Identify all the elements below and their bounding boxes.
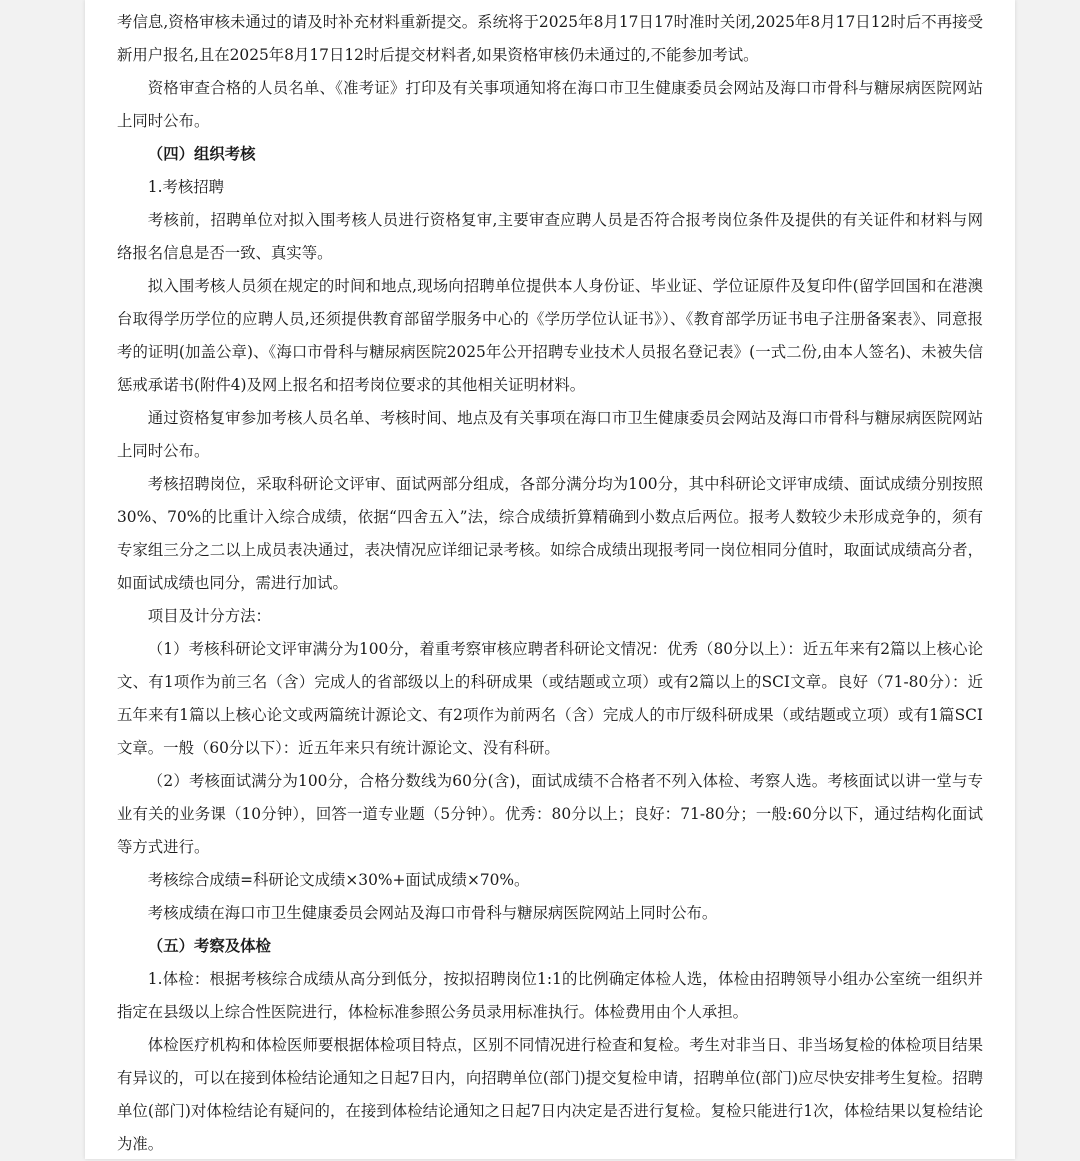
paragraph-recheck: 体检医疗机构和体检医师要根据体检项目特点，区别不同情况进行检查和复检。考生对非当日、非当场复检的体检项目结果有异议的，可以在接到体检结论通知之日起7日内，向招聘单位(部门)提交复检申请，招聘单位(部门)应尽快安排考生复检。招聘单位(部门)对体检结论有疑问的，在接到体检结论通知之日起7日内决定是否进行复检。复检只能进行1次，体检结果以复检结论为准。 xyxy=(117,1036,983,1153)
paragraph-physical-exam: 1.体检：根据考核综合成绩从高分到低分，按拟招聘岗位1:1的比例确定体检人选，体检由招聘领导小组办公室统一组织并指定在县级以上综合性医院进行，体检标准参照公务员录用标准执行。体检费用由个人承担。 xyxy=(117,970,983,1021)
paragraph-publish-list: 通过资格复审参加考核人员名单、考核时间、地点及有关事项在海口市卫生健康委员会网站及海口市骨科与糖尿病医院网站上同时公布。 xyxy=(117,409,983,460)
paragraph-continuation: 考信息,资格审核未通过的请及时补充材料重新提交。系统将于2025年8月17日17时准时关闭,2025年8月17日12时后不再接受新用户报名,且在2025年8月17日12时后提交材料者,如果资格审核仍未通过的,不能参加考试。 xyxy=(117,13,983,64)
paragraph-publish-score: 考核成绩在海口市卫生健康委员会网站及海口市骨科与糖尿病医院网站上同时公布。 xyxy=(147,904,718,922)
paragraph-required-documents: 拟入围考核人员须在规定的时间和地点,现场向招聘单位提供本人身份证、毕业证、学位证原件及复印件(留学回国和在港澳台取得学历学位的应聘人员,还须提供教育部留学服务中心的《学历学位认证书》）、《教育部学历证书电子注册备案表》、同意报考的证明(加盖公章)、《海口市骨科与糖尿病医院2025年公开招聘专业技术人员报名登记表》(一式二份,由本人签名)、未被失信惩戒承诺书(附件4)及网上报名和招考岗位要求的其他相关证明材料。 xyxy=(117,277,983,394)
paragraph-scoring-items: 项目及计分方法： xyxy=(147,607,271,625)
section-heading-4: （四）组织考核 xyxy=(147,145,256,163)
paragraph-score-formula: 考核综合成绩=科研论文成绩×30%+面试成绩×70%。 xyxy=(147,871,530,889)
document-content xyxy=(117,6,983,1161)
paragraph-qualified-list: 资格审查合格的人员名单、《准考证》打印及有关事项通知将在海口市卫生健康委员会网站及海口市骨科与糖尿病医院网站上同时公布。 xyxy=(117,79,983,130)
subheading-assessment-recruitment: 1.考核招聘 xyxy=(147,178,225,196)
paragraph-item-2-interview: （2）考核面试满分为100分，合格分数线为60分(含)，面试成绩不合格者不列入体检、考察人选。考核面试以讲一堂与专业有关的业务课（10分钟），回答一道专业题（5分钟）。优秀：80分以上；良好：71-80分；一般:60分以下，通过结构化面试等方式进行。 xyxy=(117,772,983,856)
paragraph-qualification-review: 考核前，招聘单位对拟入围考核人员进行资格复审,主要审查应聘人员是否符合报考岗位条件及提供的有关证件和材料与网络报名信息是否一致、真实等。 xyxy=(117,211,983,262)
document-page xyxy=(85,0,1015,1159)
paragraph-assessment-method: 考核招聘岗位，采取科研论文评审、面试两部分组成，各部分满分均为100分，其中科研论文评审成绩、面试成绩分别按照30%、70%的比重计入综合成绩，依据“四舍五入”法，综合成绩折算精确到小数点后两位。报考人数较少未形成竞争的，须有专家组三分之二以上成员表决通过，表决情况应详细记录考核。如综合成绩出现报考同一岗位相同分值时，取面试成绩高分者，如面试成绩也同分，需进行加试。 xyxy=(117,475,983,592)
section-heading-5: （五）考察及体检 xyxy=(147,937,271,955)
paragraph-item-1-paper-review: （1）考核科研论文评审满分为100分，着重考察审核应聘者科研论文情况：优秀（80分以上）：近五年来有2篇以上核心论文、有1项作为前三名（含）完成人的省部级以上的科研成果（或结题或立项）或有2篇以上的SCI文章。良好（71-80分）：近五年来有1篇以上核心论文或两篇统计源论文、有2项作为前两名（含）完成人的市厅级科研成果（或结题或立项）或有1篇SCI文章。一般（60分以下）：近五年来只有统计源论文、没有科研。 xyxy=(117,640,983,757)
